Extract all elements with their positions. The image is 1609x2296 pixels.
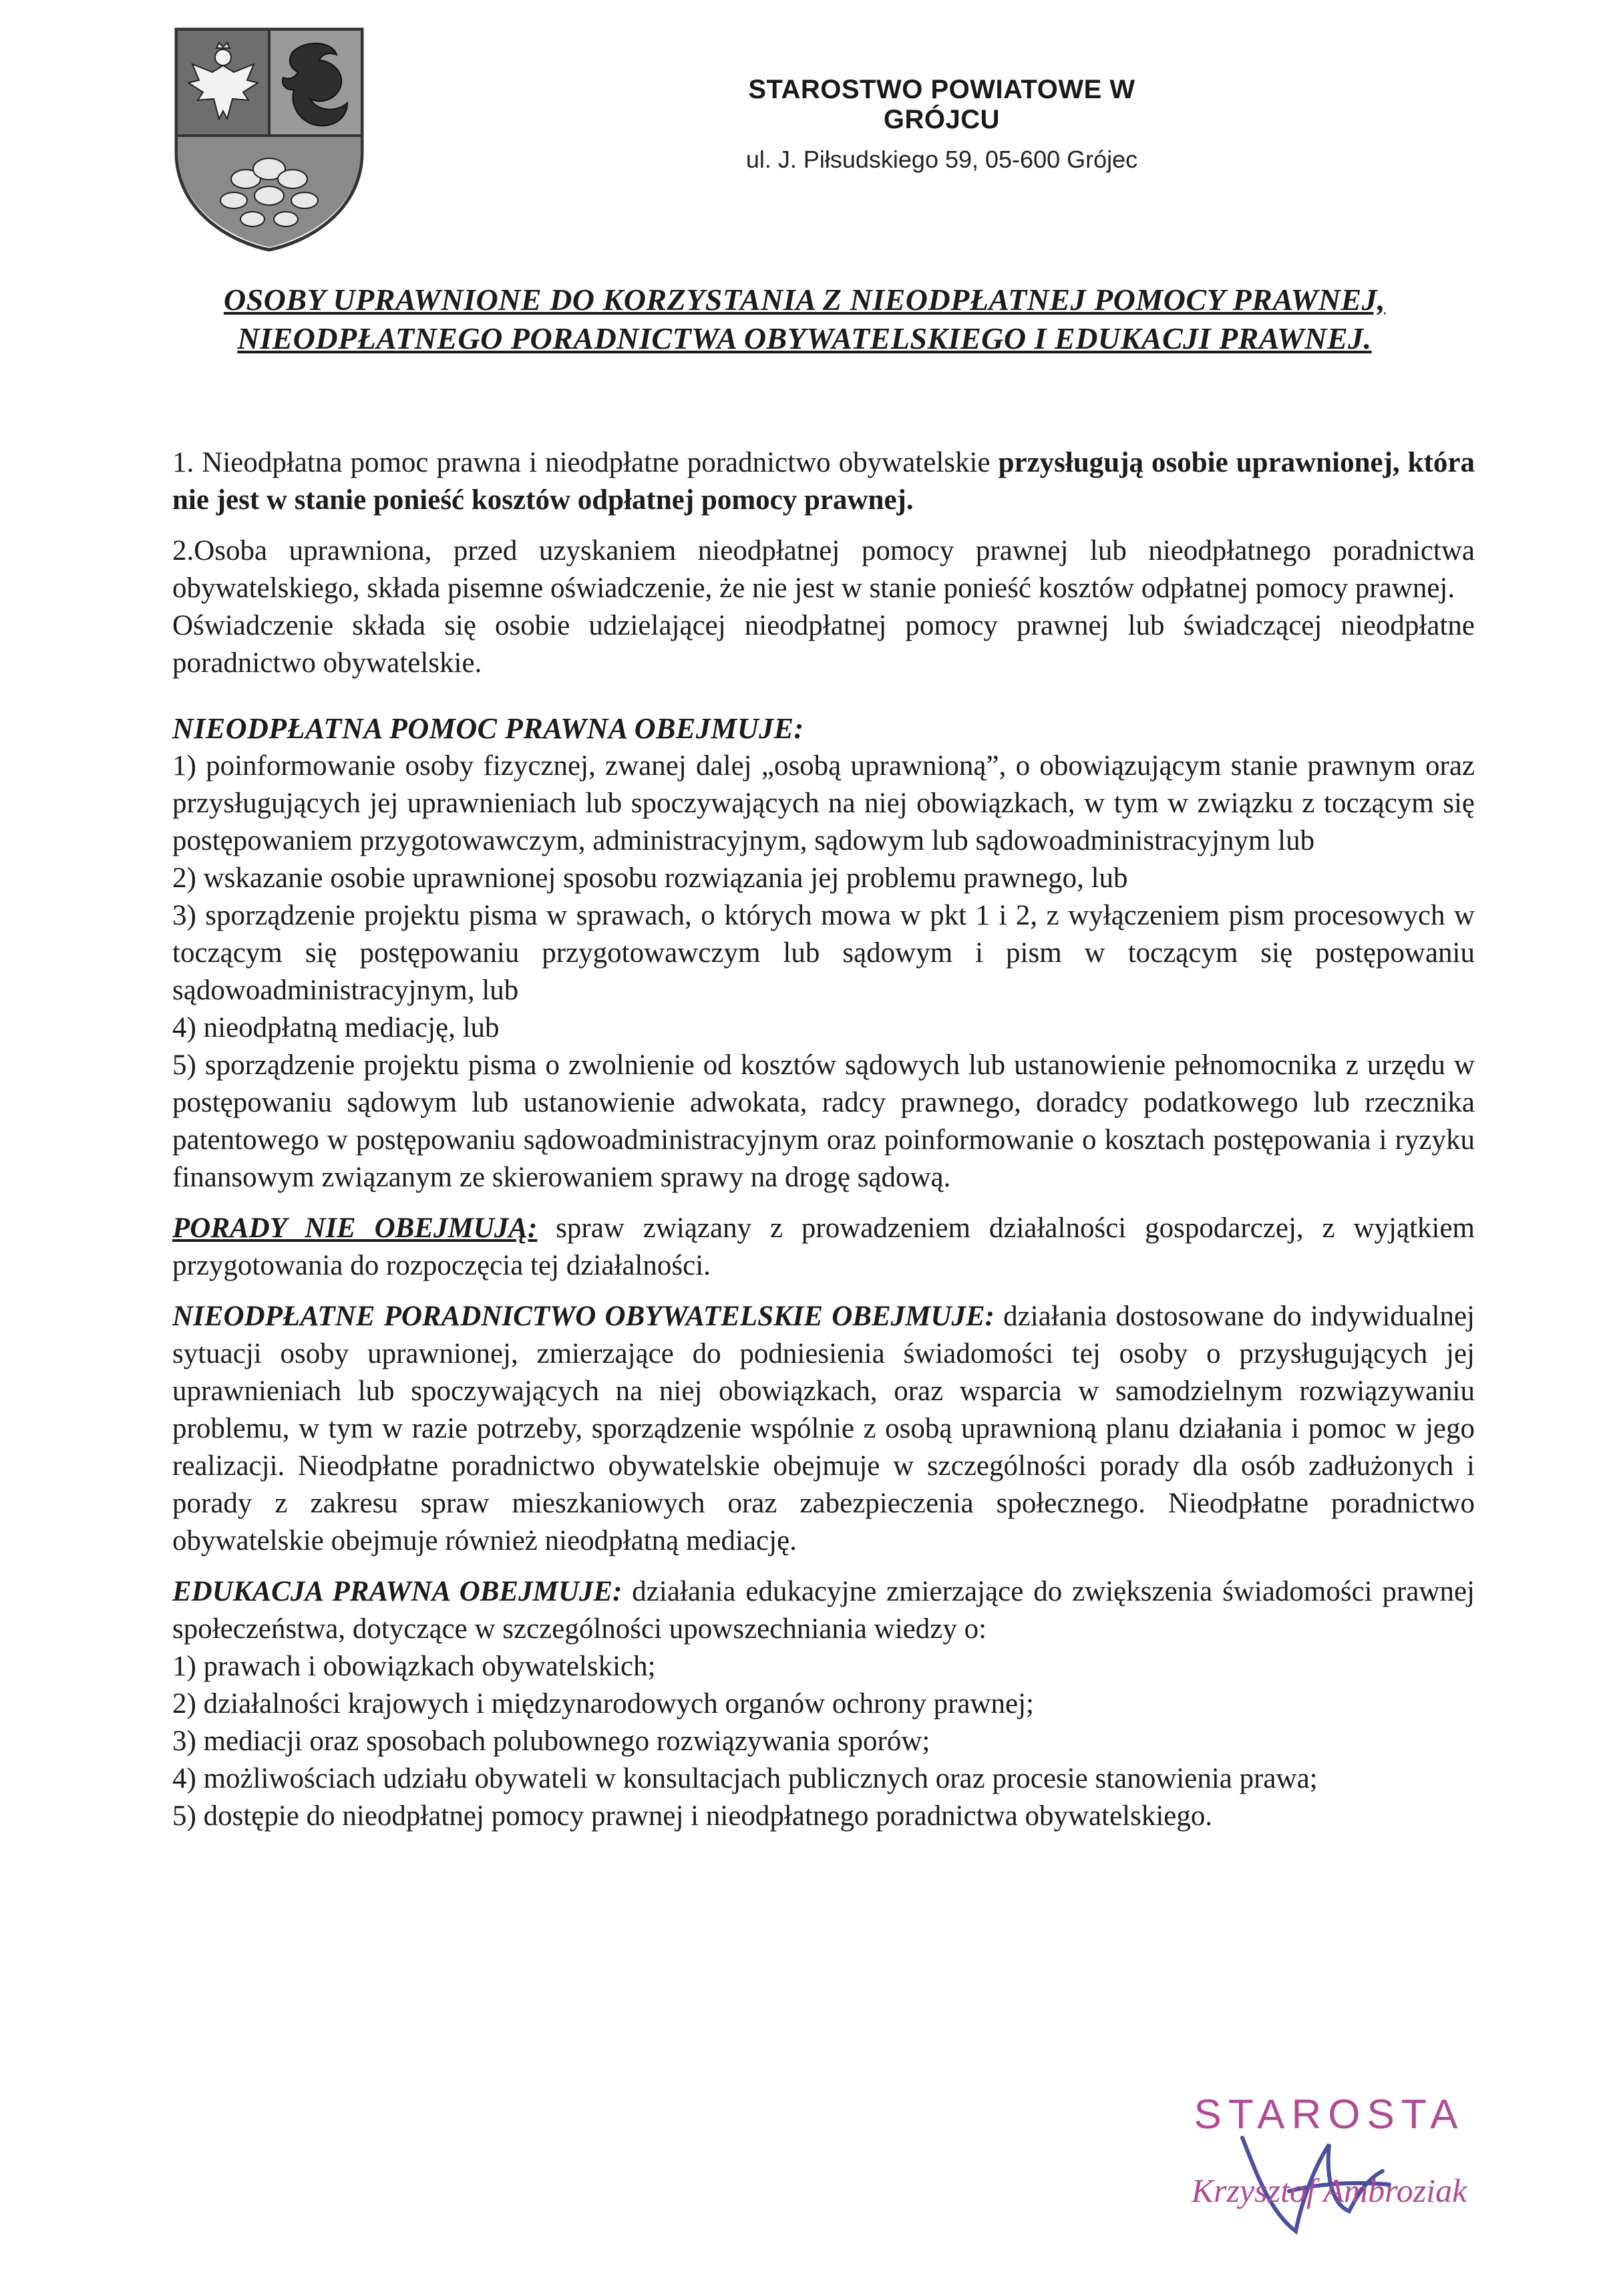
coat-of-arms-icon — [172, 25, 366, 253]
list-item: 4) nieodpłatną mediację, lub — [172, 1012, 500, 1043]
exclusions-text: spraw związany z prowadzeniem działalności gospodarczej, z wyjątkiem przygotowania do rozpoczęcia tej działalności. — [172, 1212, 1475, 1281]
stamp-title: STAROSTA — [1194, 2092, 1465, 2138]
legal-education-list — [172, 1648, 1475, 1835]
intro-p1-text: 1. Nieodpłatna pomoc prawna i nieodpłatne poradnictwo obywatelskie — [172, 447, 999, 478]
list-item: 1) poinformowanie osoby fizycznej, zwanej dalej „osobą uprawnioną”, o obowiązującym stanie prawnym oraz przysługujących jej uprawnieniach lub spoczywających na niej obowiązkach, w tym w związku z toczącym się postępowaniem przygotowawczym, administracyjnym, sądowym lub sądowoadministracyjnym lub — [172, 750, 1475, 856]
title-line-1: OSOBY UPRAWNIONE DO KORZYSTANIA Z NIEODPŁATNEJ POMOCY PRAWNEJ, — [223, 283, 1386, 317]
civic-advice-text: działania dostosowane do indywidualnej sytuacji osoby uprawnionej, zmierzające do podniesienia świadomości tej osoby o przysługujących jej uprawnieniach lub spoczywających na niej obowiązkach, oraz wsparcia w samodzielnym rozwiązywaniu problemu, w tym w razie potrzeby, sporządzenie wspólnie z osobą uprawnioną planu działania i pomoc w jego realizacji. Nieodpłatne poradnictwo obywatelskie obejmuje w szczególności porady dla osób zadłużonych i porady z zakresu spraw mieszkaniowych oraz zabezpieczenia społecznego. Nieodpłatne poradnictwo obywatelskie obejmuje również nieodpłatną mediację. — [172, 1301, 1475, 1556]
list-item: 2) wskazanie osobie uprawnionej sposobu rozwiązania jej problemu prawnego, lub — [172, 862, 1128, 894]
organization-header — [688, 75, 1196, 174]
document-title — [100, 281, 1509, 358]
intro-p1-bold: przysługują osobie uprawnionej, która nie jest w stanie ponieść kosztów odpłatnej pomocy prawnej. — [172, 447, 1475, 516]
list-item: 2) działalności krajowych i międzynarodowych organów ochrony prawnej; — [172, 1688, 1034, 1719]
legal-aid-heading: NIEODPŁATNA POMOC PRAWNA OBEJMUJE: — [172, 712, 804, 745]
legal-education-paragraph — [172, 1573, 1475, 1648]
legal-aid-list — [172, 748, 1475, 1196]
civic-advice-heading: NIEODPŁATNE PORADNICTWO OBYWATELSKIE OBEJMUJE: — [172, 1301, 995, 1332]
organization-name: STAROSTWO POWIATOWE W GRÓJCU — [748, 75, 1135, 134]
list-item: 5) sporządzenie projektu pisma o zwolnienie od kosztów sądowych lub ustanowienie pełnomocnika z urzędu w postępowaniu sądowym lub ustanowienie adwokata, radcy prawnego, doradcy podatkowego lub rzecznika patentowego w postępowaniu sądowoadministracyjnym oraz poinformowanie o kosztach postępowania i ryzyku finansowym związanym ze skierowaniem sprawy na drogę sądową. — [172, 1049, 1475, 1193]
list-item: 4) możliwościach udziału obywateli w konsultacjach publicznych oraz procesie stanowienia prawa; — [172, 1763, 1318, 1794]
legal-education-text: działania edukacyjne zmierzające do zwiększenia świadomości prawnej społeczeństwa, dotyczące w szczególności upowszechniania wiedzy o: — [172, 1576, 1475, 1645]
organization-address: ul. J. Piłsudskiego 59, 05-600 Grójec — [745, 146, 1138, 173]
exclusions-paragraph — [172, 1210, 1475, 1285]
title-line-2: NIEODPŁATNEGO PORADNICTWA OBYWATELSKIEGO I EDUKACJI PRAWNEJ. — [237, 321, 1372, 355]
document-body — [172, 444, 1475, 1835]
intro-paragraph-2: 2.Osoba uprawniona, przed uzyskaniem nieodpłatnej pomocy prawnej lub nieodpłatnego poradnictwa obywatelskiego, składa pisemne oświadczenie, że nie jest w stanie ponieść kosztów odpłatnej pomocy prawnej. — [172, 535, 1475, 604]
legal-education-heading: EDUKACJA PRAWNA OBEJMUJE: — [172, 1576, 622, 1607]
civic-advice-paragraph — [172, 1298, 1475, 1560]
stamp-name: Krzysztof Ambroziak — [1191, 2172, 1467, 2209]
intro-paragraph-1 — [172, 444, 1475, 519]
signature-stamp — [1155, 2091, 1503, 2258]
list-item: 5) dostępie do nieodpłatnej pomocy prawnej i nieodpłatnego poradnictwa obywatelskiego. — [172, 1800, 1213, 1832]
list-item: 3) mediacji oraz sposobach polubownego rozwiązywania sporów; — [172, 1726, 930, 1757]
list-item: 1) prawach i obowiązkach obywatelskich; — [172, 1651, 656, 1682]
exclusions-heading: PORADY NIE OBEJMUJĄ: — [172, 1212, 538, 1244]
intro-paragraph-3: Oświadczenie składa się osobie udzielającej nieodpłatnej pomocy prawnej lub świadczącej nieodpłatne poradnictwo obywatelskie. — [172, 610, 1475, 679]
list-item: 3) sporządzenie projektu pisma w sprawach, o których mowa w pkt 1 i 2, z wyłączeniem pism procesowych w toczącym się postępowaniu przygotowawczym lub sądowym i pism w toczącym się postępowaniu sądowoadministracyjnym, lub — [172, 900, 1475, 1006]
